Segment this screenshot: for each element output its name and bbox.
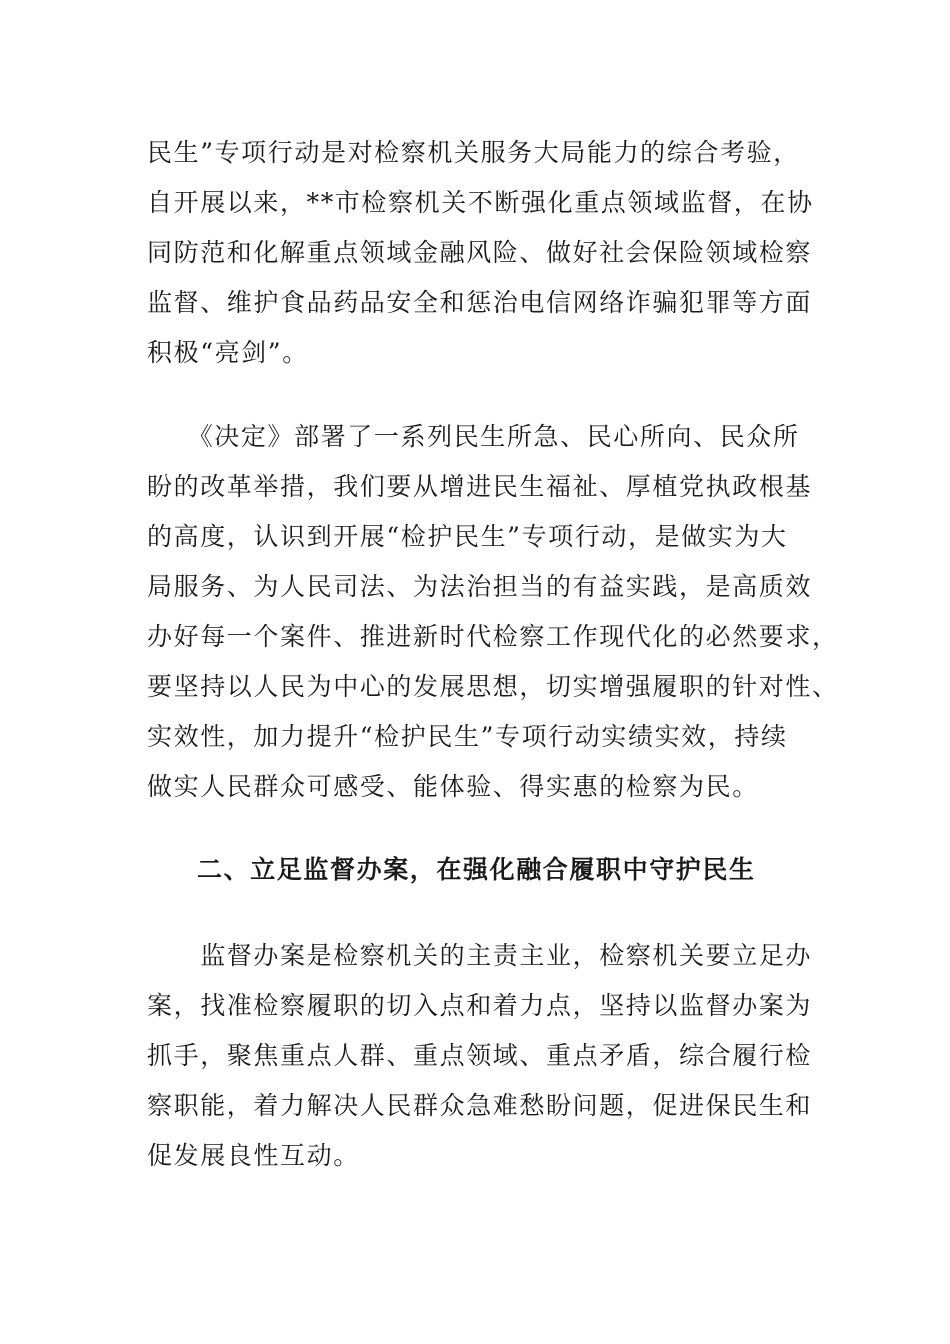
paragraph-line: 同防范和化解重点领域金融风险、做好社会保险领域检察 (147, 238, 813, 267)
paragraph-line: 做实人民群众可感受、能体验、得实惠的检察为民。 (147, 772, 759, 801)
paragraph-line: 要坚持以人民为中心的发展思想，切实增强履职的针对性、 (147, 672, 839, 701)
paragraph-line: 监督办案是检察机关的主责主业，检察机关要立足办 (147, 941, 813, 970)
paragraph-line: 促发展良性互动。 (147, 1141, 360, 1170)
paragraph-1 (147, 128, 814, 378)
paragraph-line: 抓手，聚焦重点人群、重点领域、重点矛盾，综合履行检 (147, 1041, 813, 1070)
paragraph-3 (147, 931, 813, 1181)
paragraph-line: 察职能，着力解决人民群众急难愁盼问题，促进保民生和 (147, 1091, 813, 1120)
paragraph-line: 自开展以来，**市检察机关不断强化重点领域监督，在协 (147, 188, 814, 217)
paragraph-line: 积极“亮剑”。 (147, 338, 309, 367)
section-heading: 二、立足监督办案，在强化融合履职中守护民生 (197, 855, 756, 884)
paragraph-line: 实效性，加力提升“检护民生”专项行动实绩实效，持续 (147, 722, 788, 751)
paragraph-line: 局服务、为人民司法、为法治担当的有益实践，是高质效 (147, 572, 813, 601)
paragraph-line: 民生”专项行动是对检察机关服务大局能力的综合考验， (147, 138, 800, 167)
paragraph-line: 案，找准检察履职的切入点和着力点，坚持以监督办案为 (147, 991, 813, 1020)
paragraph-2 (147, 412, 839, 812)
paragraph-line: 的高度，认识到开展“检护民生”专项行动，是做实为大 (147, 522, 788, 551)
paragraph-line: 盼的改革举措，我们要从增进民生福祉、厚植党执政根基 (147, 472, 813, 501)
paragraph-line: 办好每一个案件、推进新时代检察工作现代化的必然要求， (147, 622, 839, 651)
paragraph-line: 《决定》部署了一系列民生所急、民心所向、民众所 (147, 422, 800, 451)
paragraph-line: 监督、维护食品药品安全和惩治电信网络诈骗犯罪等方面 (147, 288, 813, 317)
